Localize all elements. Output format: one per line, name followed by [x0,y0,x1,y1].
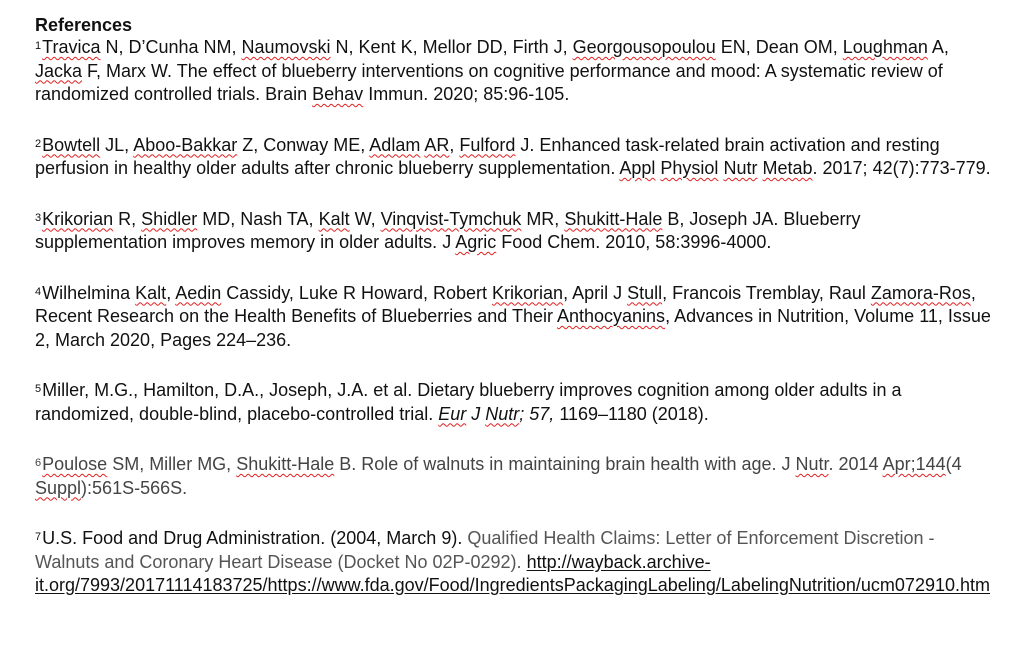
spellcheck-flagged-word: Jacka [35,60,83,81]
reference-text: A, [927,37,949,57]
ref-number: 7 [35,531,42,543]
spellcheck-flagged-word: Apr;144 [882,454,946,474]
spellcheck-flagged-word: Metab [762,158,813,178]
ref-number: 2 [35,137,42,150]
reference-text: N, Kent K, Mellor DD, Firth J, [330,37,573,57]
reference-text: B, Joseph JA. Blueberry supplementation improves memory in older adults. J [35,208,861,252]
reference-text: ):561S-566S. [81,477,188,498]
spellcheck-flagged-word: Nutr [795,454,829,474]
spellcheck-flagged-word: Vinqvist-Tymchuk [380,208,522,229]
spellcheck-flagged-word: Georgousopoulou [572,37,716,57]
reference-text: (4 [945,454,962,474]
spellcheck-flagged-word: Shidler [141,208,198,229]
spellcheck-flagged-word: Kalt [135,282,167,303]
reference-text: J [466,403,486,424]
spellcheck-flagged-word: Bowtell [42,134,101,155]
reference-5 [35,379,995,426]
spellcheck-flagged-word: AR [424,134,450,155]
reference-3 [35,208,995,255]
spellcheck-flagged-word: Aboo-Bakkar [133,134,238,155]
ref-number: 5 [35,383,42,395]
reference-7 [35,527,995,598]
reference-text: , Advances in Nutrition, Volume 11, Issue 2, March 2020, Pages 224–236. [35,306,991,350]
reference-text: EN, Dean OM, [715,37,843,57]
spellcheck-flagged-word: Krikorian [42,208,114,229]
reference-text: Z, Conway ME, [237,134,370,155]
spellcheck-flagged-word: Shukitt-Hale [236,454,335,474]
reference-text: Food Chem. 2010, 58:3996-4000. [496,232,772,252]
spellcheck-flagged-word: Behav [312,84,364,104]
reference-text: R, [113,208,142,229]
spellcheck-flagged-word: Appl [619,158,656,178]
spellcheck-flagged-word: Aedin [175,282,222,303]
reference-text: J. Enhanced task-related brain activation and resting perfusion in healthy older adults after chronic blueberry supplementation. [35,134,940,178]
references-heading: References [35,15,133,35]
reference-1 [35,36,995,107]
reference-text: F, Marx W. The effect of blueberry interventions on cognitive performance and mood: A systematic review of randomized controlled trials. Brain [35,60,943,104]
spellcheck-flagged-word: Physiol [660,158,719,178]
reference-text: , [166,282,176,303]
reference-text: Wilhelmina [42,282,136,303]
spellcheck-flagged-word: Suppl [35,477,82,498]
reference-text: , Recent Research on the Health Benefits of Blueberries and Their [35,282,976,326]
reference-4 [35,282,995,353]
reference-text: U.S. Food and Drug Administration. (2004, March 9). [42,528,468,548]
spellcheck-flagged-word: Travica [42,37,101,57]
reference-text: JL, [100,134,134,155]
reference-text: . 2014 [828,454,883,474]
spellcheck-flagged-word: Poulose [42,454,108,474]
spellcheck-flagged-word: Krikorian [492,282,564,303]
spellcheck-flagged-word: Adlam [369,134,421,155]
reference-text: MR, [521,208,565,229]
reference-text: Immun. 2020; 85:96-105. [363,84,570,104]
ref-number: 3 [35,211,42,224]
spellcheck-flagged-word: Loughman [842,37,928,57]
reference-text: , April J [563,282,628,303]
spellcheck-flagged-word: Fulford [459,134,516,155]
ref-number: 1 [35,40,42,52]
spellcheck-flagged-word: Agric [455,232,497,252]
reference-text: ; 57, [519,403,555,424]
reference-text: MD, Nash TA, [197,208,319,229]
spellcheck-flagged-word: Eur [438,403,467,424]
ref-number: 6 [35,457,42,469]
reference-text: SM, Miller MG, [107,454,237,474]
spellcheck-flagged-word: Nutr [723,158,758,178]
spellcheck-flagged-word: Nutr [485,403,520,424]
ref-number: 4 [35,285,42,298]
reference-text: W, [349,208,381,229]
reference-text: Miller, M.G., Hamilton, D.A., Joseph, J.A. et al. Dietary blueberry improves cognition among older adults in a randomized, double-blind, placebo-controlled trial. [35,380,902,424]
reference-text: N, D’Cunha NM, [100,37,242,57]
spellcheck-flagged-word: Stull [627,282,663,303]
spellcheck-flagged-word: Anthocyanins [556,306,666,326]
reference-text: . 2017; 42(7):773-779. [812,158,991,178]
reference-6 [35,453,995,500]
spellcheck-flagged-word: Shukitt-Hale [564,208,663,229]
reference-text: Cassidy, Luke R Howard, Robert [221,282,493,303]
reference-text: Qualified Health Claims: Letter of Enforcement Discretion - Walnuts and Coronary Heart Disease (Docket No 02P-0292). [35,528,935,572]
spellcheck-flagged-word: Zamora-Ros [870,282,971,303]
reference-2 [35,134,995,181]
reference-text: 1169–1180 (2018). [554,403,709,424]
fda-link[interactable]: http://wayback.archive-it.org/7993/20171114183725/https://www.fda.gov/Food/IngredientsPackagingLabeling/LabelingNutrition/ucm072910.htm [35,551,990,595]
spellcheck-flagged-word: Naumovski [241,37,331,57]
reference-text: B. Role of walnuts in maintaining brain health with age. J [334,454,796,474]
reference-text: , [449,134,460,155]
reference-text: , Francois Tremblay, Raul [662,282,871,303]
spellcheck-flagged-word: Kalt [318,208,350,229]
